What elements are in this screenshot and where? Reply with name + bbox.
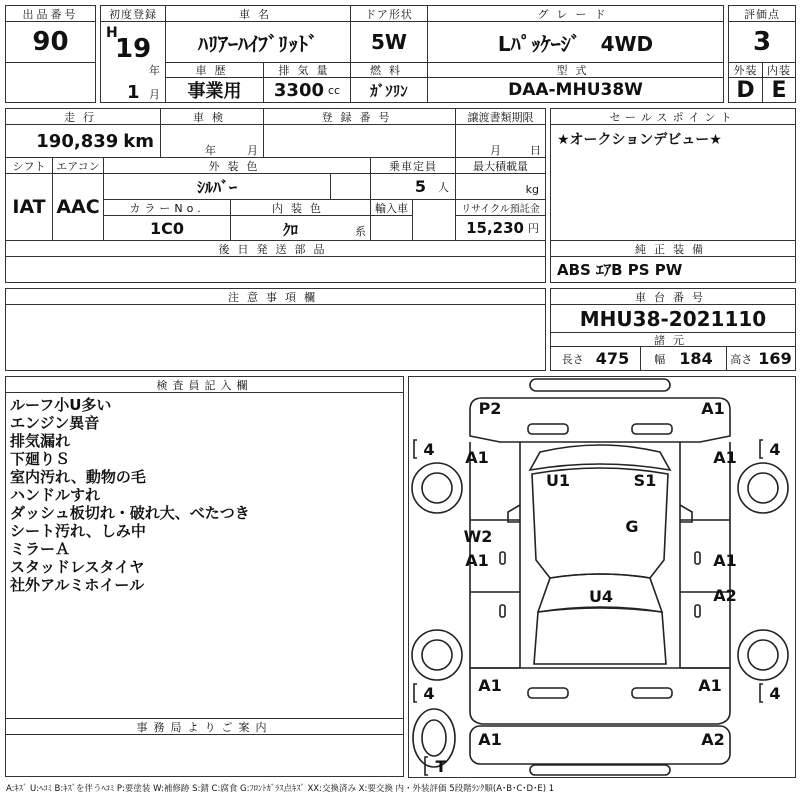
lot-number-label: 出品番号 <box>5 5 96 22</box>
left-rear-door-handle <box>500 605 505 617</box>
spare-tire-icon <box>413 709 455 767</box>
interior-color-value <box>230 215 371 241</box>
list-item: 下廻りＳ <box>10 450 71 468</box>
displacement-label: 排気量 <box>263 62 351 78</box>
exterior-grade-label: 外装 <box>728 62 763 78</box>
aircon-value: AAC <box>52 173 104 241</box>
capacity-unit: 人 <box>438 180 449 194</box>
list-item: 室内汚れ、動物の毛 <box>10 468 146 486</box>
car-name-value: ﾊﾘｱｰﾊｲﾌﾞﾘｯﾄﾞ <box>165 21 351 63</box>
damage-label: A1 <box>698 676 722 695</box>
spec-height-label: 高さ <box>730 352 753 366</box>
year-unit: 年 <box>149 64 160 77</box>
tire-label: 4 <box>423 684 435 703</box>
color-number-label: カラーNo. <box>103 199 231 216</box>
door-type-value: 5W <box>350 21 428 63</box>
interior-grade-label: 内装 <box>762 62 796 78</box>
displacement-value <box>263 77 351 103</box>
office-notice-content <box>5 734 404 777</box>
damage-code-legend: A:ｷｽﾞ U:ﾍｺﾐ B:ｷｽﾞを伴うﾍｺﾐ P:要塗装 W:補修跡 S:錆 C:腐食 G:ﾌﾛﾝﾄｶﾞﾗｽ点ｷｽﾞ XX:交換済み X:要交換 内・外装評価 5段階ﾗﾝｸ順(A･B･C･D･E) 1 <box>6 784 555 794</box>
later-parts-content <box>5 256 546 283</box>
rear-left-wheel-icon <box>412 630 462 680</box>
later-parts-label: 後日発送部品 <box>5 240 546 257</box>
aircon-label: エアコン <box>52 157 104 174</box>
recycle-deposit-label: リサイクル預託金 <box>455 199 546 216</box>
mirror-shapes <box>508 505 692 522</box>
spec-height-value: 169 <box>758 349 792 368</box>
inspector-remarks-list <box>5 392 404 719</box>
damage-label: A1 <box>713 551 737 570</box>
color-number-value: 1C0 <box>103 215 231 241</box>
mileage-unit: km <box>123 130 154 152</box>
lot-number-value: 90 <box>5 21 96 63</box>
spec-length <box>550 346 641 371</box>
max-load-unit: kg <box>525 183 539 196</box>
left-door-handle <box>500 552 505 564</box>
grade-label: グレード <box>427 5 724 22</box>
capacity-value <box>370 173 456 200</box>
era: H <box>106 25 118 41</box>
mileage-label: 走行 <box>5 108 161 125</box>
list-item: エンジン異音 <box>10 414 100 432</box>
car-name-label: 車名 <box>165 5 351 22</box>
registration-number-label: 登録番号 <box>263 108 456 125</box>
tire-label: 4 <box>769 684 781 703</box>
inspection-month-unit: 月 <box>247 144 258 157</box>
capacity-number: 5 <box>414 177 426 196</box>
recycle-deposit-number: 15,230 <box>466 219 524 237</box>
tire-label: 4 <box>423 440 435 459</box>
spec-width-label: 幅 <box>654 352 666 366</box>
rear-bumper-panel-shape <box>470 726 730 764</box>
import-value <box>370 215 413 241</box>
specs-label: 諸元 <box>550 332 796 347</box>
exterior-color-label: 外装色 <box>103 157 371 174</box>
damage-label: A1 <box>478 676 502 695</box>
max-load-label: 最大積載量 <box>455 157 546 174</box>
transfer-deadline-label: 譲渡書類期限 <box>455 108 546 125</box>
right-taillight-shape <box>632 688 672 698</box>
transfer-day-unit: 日 <box>530 144 541 157</box>
notes-content <box>5 304 546 371</box>
fuel-label: 燃料 <box>350 62 428 78</box>
first-registration-value <box>100 21 166 103</box>
right-headlight-shape <box>632 424 672 434</box>
first-registration-label: 初度登録 <box>100 5 166 22</box>
front-right-wheel-icon <box>738 463 788 513</box>
door-type-label: ドア形状 <box>350 5 428 22</box>
front-left-wheel-icon <box>412 463 462 513</box>
trunk-shape <box>534 608 666 664</box>
list-item: 社外アルミホイール <box>10 576 145 594</box>
damage-label: A1 <box>465 448 489 467</box>
right-door-handle <box>695 552 700 564</box>
damage-label: A2 <box>701 730 725 749</box>
history-label: 車歴 <box>165 62 264 78</box>
car-damage-diagram <box>408 376 796 778</box>
transfer-month-unit: 月 <box>490 144 501 157</box>
tire-label: 4 <box>769 440 781 459</box>
car-outline-svg <box>408 376 796 778</box>
month: 1 <box>127 82 140 103</box>
shift-label: シフト <box>5 157 53 174</box>
list-item: スタッドレスタイヤ <box>10 558 145 576</box>
lot-number-blank <box>5 62 96 103</box>
fuel-value: ｶﾞｿﾘﾝ <box>350 77 428 103</box>
history-value: 事業用 <box>165 77 264 103</box>
damage-label: U1 <box>545 471 571 490</box>
exterior-color-value: ｼﾙﾊﾞｰ <box>103 173 331 200</box>
office-notice-label: 事務局よりご案内 <box>5 718 404 735</box>
rear-left-hub-icon <box>422 640 452 670</box>
damage-label: P2 <box>478 399 502 418</box>
shift-value: IAT <box>5 173 53 241</box>
registration-number-value <box>263 124 456 158</box>
mileage-value <box>5 124 161 158</box>
damage-label: W2 <box>463 527 493 546</box>
list-item: ダッシュ板切れ・破れ大、べたつき <box>10 504 250 522</box>
rear-panel-shape <box>470 668 730 724</box>
spec-width-value: 184 <box>679 349 713 368</box>
chassis-number-label: 車台番号 <box>550 288 796 305</box>
model-code-value: DAA-MHU38W <box>427 77 724 103</box>
windshield-shape <box>530 445 670 470</box>
rear-right-wheel-icon <box>738 630 788 680</box>
sales-point-content: ★オークションデビュー★ <box>550 124 796 241</box>
spare-tire-label: T <box>435 757 447 776</box>
damage-label: A1 <box>465 551 489 570</box>
front-bumper-shape <box>530 379 670 391</box>
sales-point-label: セールスポイント <box>550 108 796 125</box>
displacement-unit: cc <box>328 83 341 97</box>
front-right-hub-icon <box>748 473 778 503</box>
damage-label: A1 <box>701 399 725 418</box>
front-left-hub-icon <box>422 473 452 503</box>
damage-label: G <box>625 517 639 536</box>
score-label: 評価点 <box>728 5 796 22</box>
displacement-number: 3300 <box>273 79 324 101</box>
list-item: ハンドルすれ <box>10 486 101 504</box>
exterior-grade-value: D <box>728 77 763 103</box>
year: 19 <box>115 34 152 64</box>
interior-grade-value: E <box>762 77 796 103</box>
damage-label: S1 <box>633 471 657 490</box>
genuine-equipment-label: 純正装備 <box>550 240 796 257</box>
spec-width <box>640 346 727 371</box>
list-item: ミラーＡ <box>10 540 71 558</box>
inspector-remarks-label: 検査員記入欄 <box>5 376 404 393</box>
mileage-number: 190,839 <box>36 130 119 152</box>
import-label: 輸入車 <box>370 199 413 216</box>
list-item: 排気漏れ <box>10 432 71 450</box>
interior-color-text: ｸﾛ <box>283 221 299 239</box>
left-headlight-shape <box>528 424 568 434</box>
list-item: シート汚れ、しみ中 <box>10 522 146 540</box>
recycle-deposit-unit: 円 <box>528 222 539 235</box>
list-item: ルーフ小U多い <box>10 396 112 414</box>
notes-label: 注意事項欄 <box>5 288 546 305</box>
inspection-year-unit: 年 <box>205 144 216 157</box>
spec-length-value: 475 <box>595 349 630 368</box>
max-load-value <box>455 173 546 200</box>
interior-color-unit: 系 <box>355 225 366 238</box>
transfer-deadline-value <box>455 124 546 158</box>
inspection-value <box>160 124 264 158</box>
genuine-equipment-value: ABS ｴｱB PS PW <box>550 256 796 283</box>
score-value: 3 <box>728 21 796 63</box>
chassis-number-value: MHU38-2021110 <box>550 304 796 333</box>
capacity-label: 乗車定員 <box>370 157 456 174</box>
right-rear-door-handle <box>695 605 700 617</box>
front-hood-shape <box>470 398 730 442</box>
spare-hub-icon <box>422 720 446 756</box>
rear-bumper-shape <box>530 765 670 775</box>
damage-label: A1 <box>713 448 737 467</box>
damage-label: U4 <box>588 587 614 606</box>
month-unit: 月 <box>149 88 160 101</box>
rear-right-hub-icon <box>748 640 778 670</box>
grade-value: Lﾊﾟｯｹｰｼﾞ 4WD <box>427 21 724 63</box>
exterior-color-extra <box>330 173 371 200</box>
damage-label: A2 <box>713 586 737 605</box>
inspection-label: 車検 <box>160 108 264 125</box>
spec-height <box>726 346 796 371</box>
model-code-label: 型式 <box>427 62 724 78</box>
left-taillight-shape <box>528 688 568 698</box>
damage-label: A1 <box>478 730 502 749</box>
import-extra <box>412 199 456 241</box>
recycle-deposit-value <box>455 215 546 241</box>
interior-color-label: 内装色 <box>230 199 371 216</box>
spec-length-label: 長さ <box>561 352 584 366</box>
